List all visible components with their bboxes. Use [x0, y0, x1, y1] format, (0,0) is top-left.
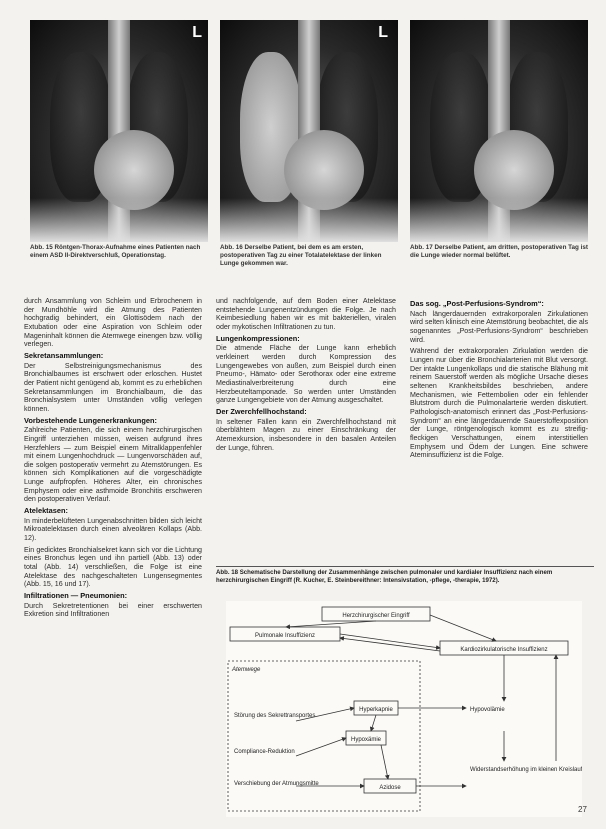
- label-hypovol: Hypovolämie: [470, 707, 505, 713]
- xray-marker: L: [378, 24, 388, 41]
- paragraph: Nach längerdauernden extrakorporalen Zirkulationen wird selten klinisch eine Atemstörung beobachtet, die als sogenanntes „Post-Perfusions-Syndrom“ beschrieben wird.: [410, 309, 588, 344]
- xray-image-fig17: [410, 20, 588, 242]
- heading: Infiltrationen — Pneumonien:: [24, 591, 128, 600]
- paragraph: Zahlreiche Patienten, die sich einem herzchirurgischen Eingriff unterziehen müssen, weisen aufgrund ihres Herzfehlers — zum Beispiel einem Mitralklappenfehler mit einem Lungenhochdruck — Lungenvorschäden auf, die solgen postoperativ vermehrt zu Atemstörungen. Es können sich Komplikationen auf die vorgeschädigte Lunge aufpfropfen. Höheres Alter, ein chronisches Emphysem oder eine asthmoide Bronchitis erschweren den postoperativen Verlauf.: [24, 426, 202, 504]
- paragraph: Der Selbstreinigungsmechanismus des Bronchialbaumes ist erschwert oder erloschen. Hustet der Patient nicht genügend ab, kommt es zu erheblichen Sekretansammlungen im Bronchialbaum, die das Bronchialsystem unter Umständen völlig verlegen können.: [24, 361, 202, 413]
- heading: Sekretansammlungen:: [24, 350, 104, 360]
- fig18-diagram: [226, 601, 582, 817]
- label-top: Herzchirurgischer Eingriff: [342, 613, 410, 619]
- text-column-2: [216, 297, 396, 455]
- divider: [216, 566, 594, 567]
- label-pulm: Pulmonale Insuffizienz: [255, 633, 315, 639]
- paragraph: In minderbelüfteten Lungenabschnitten bilden sich leicht Mikroatelektasen durch einen alveolären Kollaps (Abb. 12).: [24, 516, 202, 543]
- label-azidose: Azidose: [379, 785, 401, 791]
- caption-fig15: Abb. 15 Röntgen-Thorax-Aufnahme eines Patienten nach einem ASD II-Direktverschluß, Operationstag.: [30, 244, 201, 259]
- label-vers: Verschiebung der Atmungsmitte: [234, 781, 319, 787]
- heading: Atelektasen:: [24, 506, 68, 516]
- page-number: 27: [578, 805, 587, 814]
- heading: Lungenkompressionen:: [216, 333, 300, 343]
- xray-image-fig16: [220, 20, 398, 242]
- heading: Der Zwerchfellhochstand:: [216, 406, 307, 416]
- label-hypoxamie: Hypoxämie: [350, 737, 382, 743]
- paragraph: und nachfolgende, auf dem Boden einer Atelektase entstehende Lungenentzündungen die Folge. Je nach Keimbesiedlung haben wir es mit bakteriellen, viralen oder mykotischen Infiltrationen zu tun.: [216, 297, 396, 331]
- paragraph: Ein gedicktes Bronchialsekret kann sich vor die Lichtung eines Bronchus legen und ihn partiell (Abb. 13) oder total (Abb. 14) verschließen, die Folge ist eine Atelektase des nachgeschalteten Lungensegmentes (Abb. 15, 16 und 17).: [24, 545, 202, 589]
- paragraph: Durch Sekretretentionen bei einer erschwerten Exkretion sind Infiltrationen: [24, 601, 202, 619]
- paragraph: durch Ansammlung von Schleim und Erbrochenem in der Mundhöhle wird die Atmung des Patienten hochgradig behindert, ein Glottisödem nach der Extubation oder eine Aspiration von Schleim oder Mageninhalt können die Atemwege einengen bzw. völlig verlegen.: [24, 297, 202, 349]
- caption-fig17: Abb. 17 Derselbe Patient, am dritten, postoperativen Tag ist die Lunge wieder normal belüftet.: [410, 244, 588, 259]
- label-hyperk: Hyperkapnie: [359, 707, 393, 713]
- label-kard: Kardiozirkulatorische Insuffizienz: [460, 647, 548, 653]
- paragraph: Die atmende Fläche der Lunge kann erheblich verkleinert werden durch Kompression des Lungengewebes von außen, zum Beispiel durch einen Pneumo-, Hämato- oder Serothorax oder eine extreme Mediastinalverbreiterung durch eine Herzbeuteltamponade. So werden unter Umständen ganze Lungengebiete von der Atmung ausgeschaltet.: [216, 344, 396, 405]
- diagram-svg: [226, 601, 582, 817]
- heading: Das sog. „Post-Perfusions-Syndrom“:: [410, 299, 544, 308]
- label-stoer: Störung des Sekrettransportes: [234, 713, 316, 719]
- xray-image-fig15: [30, 20, 208, 242]
- label-atemwege: Atemwege: [232, 667, 261, 673]
- xray-marker: L: [192, 24, 202, 41]
- paragraph: Während der extrakorporalen Zirkulation werden die Lungen nur über die Bronchialarterien mit Blut versorgt. Der intakte Lungenkollaps und die statische Blähung mit reinem Sauerstoff werden als mögliche Ursache dieses seltenen Krankheitsbildes beschrieben, andere Mechanismen, wie Fettembolien oder ein fehlender Blutstrom durch die Pulmonalarterie werden diskutiert. Pathologisch-anatomisch erinnert das „Post-Perfusions-Syndrom“ an eine längerdauernde Sauerstoffexposition der Lunge, röntgenologisch kommt es zu streifig-fleckigen Verschattungen, einem interstitiellen Emphysem und Ödem der Lungen. Eine schwere Ateminsuffizienz ist die Folge.: [410, 347, 588, 460]
- caption-fig18: Abb. 18 Schematische Darstellung der Zusammenhänge zwischen pulmonaler und kardialer Insuffizienz nach einem herzchirurgischen Eingriff (R. Kucher, E. Steinbereithner: Intensivstation, -pflege, -therapie, 1972).: [216, 569, 553, 584]
- caption-fig16: Abb. 16 Derselbe Patient, bei dem es am ersten, postoperativen Tag zu einer Totalatelektase der linken Lunge gekommen war.: [220, 244, 382, 267]
- label-widerstand: Widerstandserhöhung im kleinen Kreislauf: [470, 767, 582, 773]
- text-column-1: [24, 297, 202, 622]
- paragraph: In seltener Fällen kann ein Zwerchfellhochstand mit überblähtem Magen zu einer Einschränkung der Atemexkursion, insbesondere in den basalen Anteilen der Lunge, führen.: [216, 417, 396, 452]
- label-compl: Compliance-Reduktion: [234, 749, 295, 755]
- text-column-3: [410, 297, 588, 463]
- heading: Vorbestehende Lungenerkrankungen:: [24, 415, 157, 425]
